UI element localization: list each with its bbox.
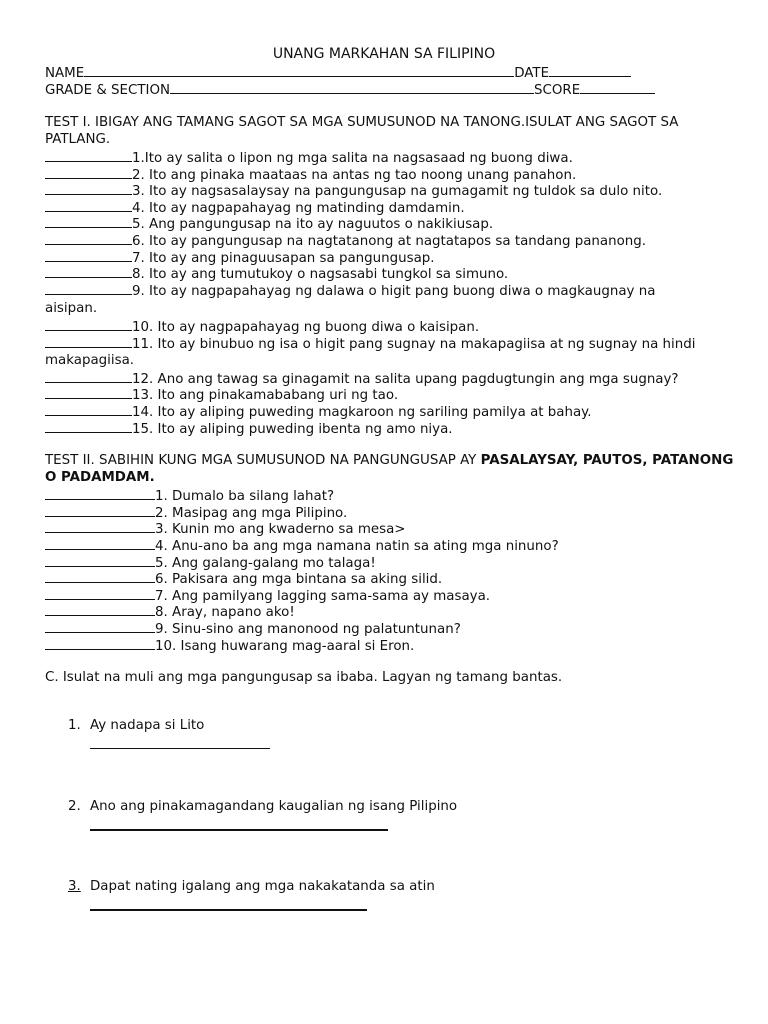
date-blank[interactable] [549, 64, 631, 77]
test1-item: 6. Ito ay pangungusap na nagtatanong at nagtatapos sa tandang pananong. [45, 232, 646, 250]
test1-item: 13. Ito ang pinakamababang uri ng tao. [45, 386, 398, 404]
answer-blank[interactable] [45, 537, 155, 550]
test1-item: 3. Ito ay nagsasalaysay na pangungusap na gumagamit ng tuldok sa dulo nito. [45, 182, 662, 200]
test1-item: 14. Ito ay aliping puweding magkaroon ng sariling pamilya at bahay. [45, 403, 591, 421]
test1-item: 2. Ito ang pinaka maataas na antas ng tao noong unang panahon. [45, 166, 576, 184]
test2-item: 10. Isang huwarang mag-aaral si Eron. [45, 637, 414, 655]
answer-blank[interactable] [45, 166, 132, 179]
test1-item-continuation: aisipan. [45, 301, 98, 316]
test2-item: 1. Dumalo ba silang lahat? [45, 487, 334, 505]
test3-instruction: C. Isulat na muli ang mga pangungusap sa ibaba. Lagyan ng tamang bantas. [45, 670, 563, 685]
answer-blank[interactable] [45, 620, 155, 633]
grade-section-blank[interactable] [170, 81, 534, 94]
answer-blank[interactable] [45, 420, 132, 433]
test1-item: 1.Ito ay salita o lipon ng mga salita na nagsasaad ng buong diwa. [45, 149, 573, 167]
answer-blank[interactable] [45, 199, 132, 212]
test2-item: 2. Masipag ang mga Pilipino. [45, 504, 347, 522]
test1-instruction: TEST I. IBIGAY ANG TAMANG SAGOT SA MGA SUMUSUNOD NA TANONG.ISULAT ANG SAGOT SA PATLANG. [45, 115, 679, 147]
test3-item-number: 2. [68, 799, 81, 814]
answer-line[interactable] [90, 748, 270, 749]
test2-item: 4. Anu-ano ba ang mga namana natin sa ating mga ninuno? [45, 537, 559, 555]
test3-item-text: Ay nadapa si Lito [90, 718, 205, 733]
test1-item: 10. Ito ay nagpapahayag ng buong diwa o kaisipan. [45, 318, 479, 336]
answer-blank[interactable] [45, 149, 132, 162]
test2-item: 7. Ang pamilyang lagging sama-sama ay masaya. [45, 587, 490, 605]
answer-blank[interactable] [45, 335, 132, 348]
name-blank[interactable] [84, 64, 514, 77]
answer-blank[interactable] [45, 215, 132, 228]
answer-blank[interactable] [45, 265, 132, 278]
test3-item-text: Ano ang pinakamagandang kaugalian ng isang Pilipino [90, 799, 458, 814]
answer-blank[interactable] [45, 232, 132, 245]
test2-item: 9. Sinu-sino ang manonood ng palatuntunan? [45, 620, 461, 638]
name-date-row [45, 64, 631, 82]
answer-blank[interactable] [45, 182, 132, 195]
grade-score-row [45, 81, 655, 99]
answer-line[interactable] [90, 909, 367, 911]
answer-blank[interactable] [45, 603, 155, 616]
test3-item-text: Dapat nating igalang ang mga nakakatanda sa atin [90, 879, 435, 894]
answer-blank[interactable] [45, 249, 132, 262]
answer-blank[interactable] [45, 487, 155, 500]
test1-item: 7. Ito ay ang pinaguusapan sa pangungusap. [45, 249, 435, 267]
answer-blank[interactable] [45, 403, 132, 416]
test2-item: 3. Kunin mo ang kwaderno sa mesa> [45, 520, 406, 538]
answer-line[interactable] [90, 829, 388, 831]
test1-item: 11. Ito ay binubuo ng isa o higit pang sugnay na makapagiisa at ng sugnay na hindi [45, 335, 695, 353]
answer-blank[interactable] [45, 570, 155, 583]
test2-item: 8. Aray, napano ako! [45, 603, 295, 621]
test1-item: 5. Ang pangungusap na ito ay naguutos o nakikiusap. [45, 215, 493, 233]
answer-blank[interactable] [45, 520, 155, 533]
answer-blank[interactable] [45, 386, 132, 399]
test1-item: 4. Ito ay nagpapahayag ng matinding damdamin. [45, 199, 465, 217]
answer-blank[interactable] [45, 504, 155, 517]
worksheet-title: UNANG MARKAHAN SA FILIPINO [272, 46, 496, 62]
test3-item-number: 1. [68, 718, 81, 733]
answer-blank[interactable] [45, 370, 132, 383]
test1-item: 9. Ito ay nagpapahayag ng dalawa o higit pang buong diwa o magkaugnay na [45, 282, 655, 300]
answer-blank[interactable] [45, 637, 155, 650]
answer-blank[interactable] [45, 587, 155, 600]
date-label: DATE [514, 66, 550, 81]
name-label: NAME [45, 66, 85, 81]
test2-instruction: TEST II. SABIHIN KUNG MGA SUMUSUNOD NA PANGUNGUSAP AY PASALAYSAY, PAUTOS, PATANONG O PADAMDAM. [45, 453, 734, 485]
test1-item-continuation: makapagiisa. [45, 353, 135, 368]
test1-item: 8. Ito ay ang tumutukoy o nagsasabi tungkol sa simuno. [45, 265, 508, 283]
test3-item-number: 3. [68, 879, 81, 894]
test1-item: 12. Ano ang tawag sa ginagamit na salita upang pagdugtungin ang mga sugnay? [45, 370, 679, 388]
score-blank[interactable] [580, 81, 655, 94]
answer-blank[interactable] [45, 282, 132, 295]
test2-item: 6. Pakisara ang mga bintana sa aking silid. [45, 570, 442, 588]
grade-section-label: GRADE & SECTION [45, 83, 171, 98]
answer-blank[interactable] [45, 318, 132, 331]
answer-blank[interactable] [45, 554, 155, 567]
score-label: SCORE [534, 83, 581, 98]
test1-item: 15. Ito ay aliping puweding ibenta ng amo niya. [45, 420, 453, 438]
test2-item: 5. Ang galang-galang mo talaga! [45, 554, 376, 572]
